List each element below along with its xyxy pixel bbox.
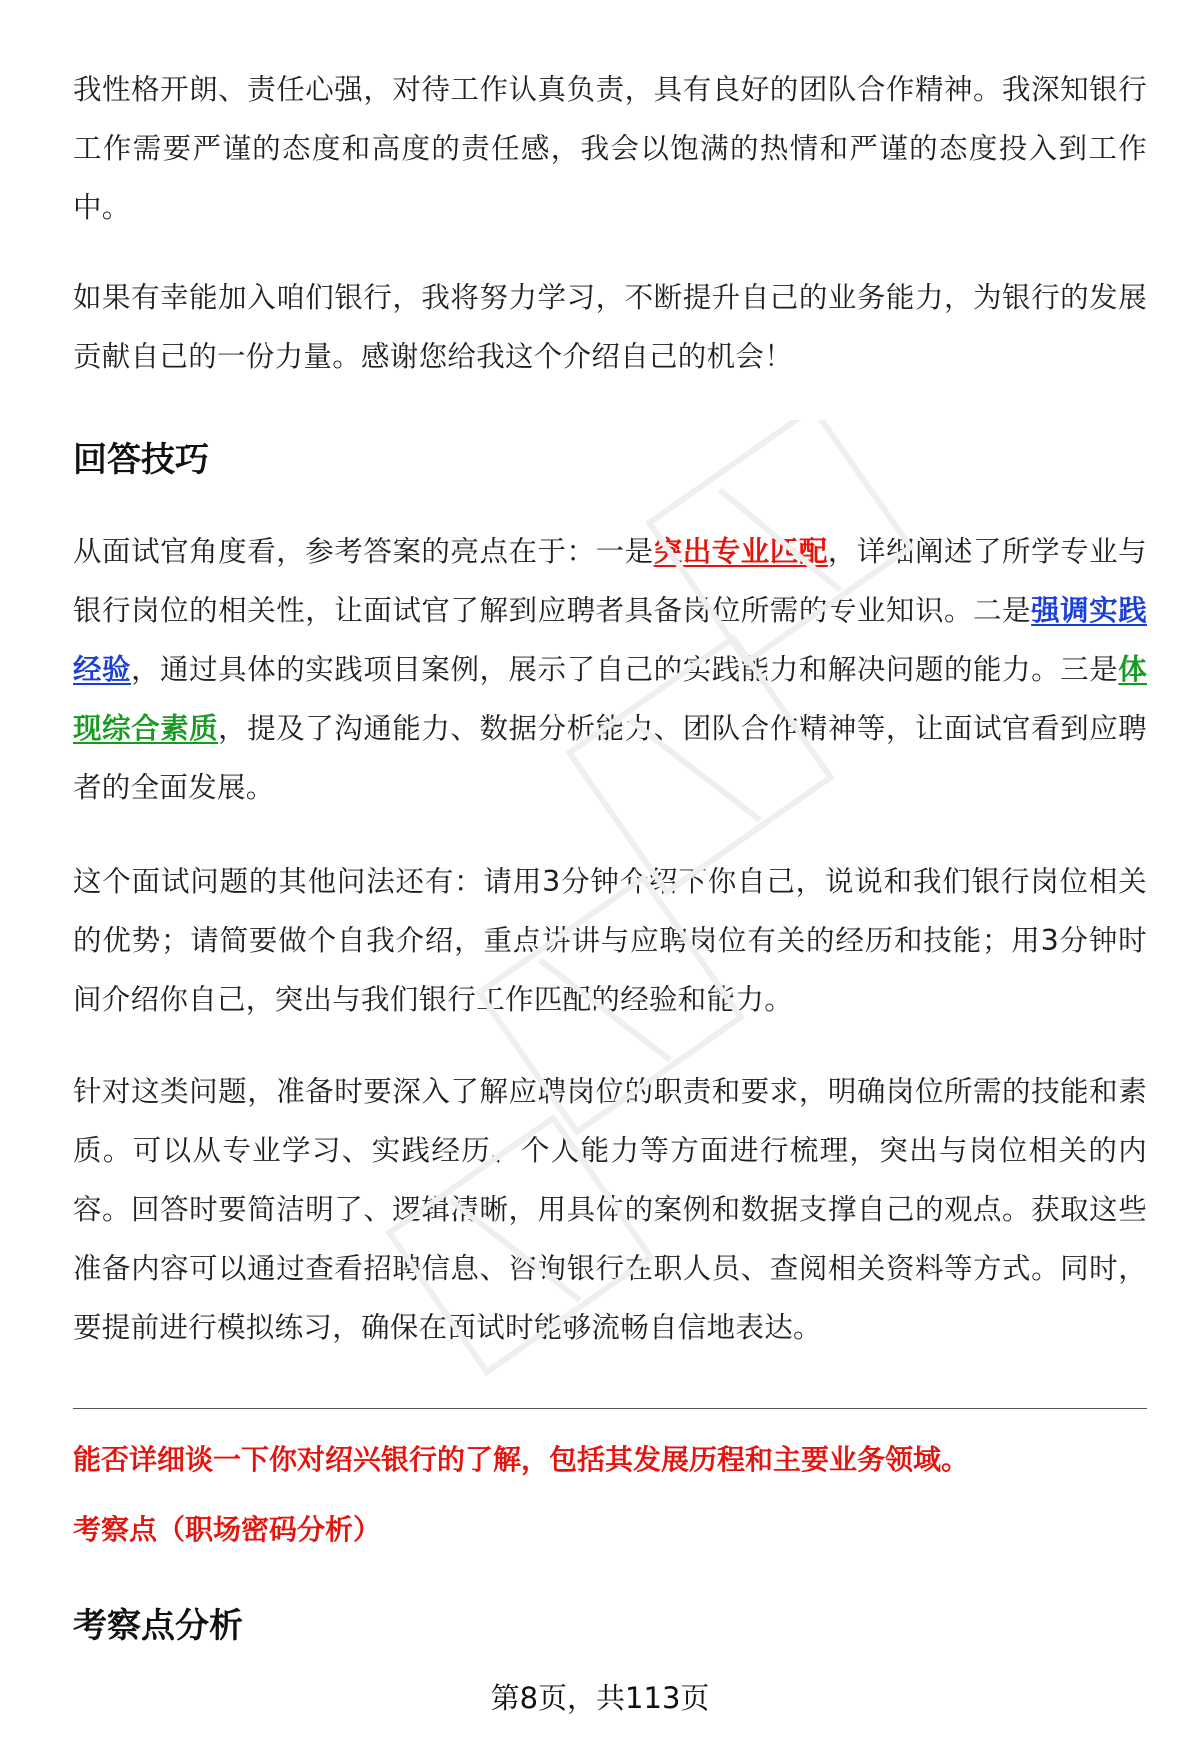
paragraph-self-intro-personality: 我性格开朗、责任心强，对待工作认真负责，具有良好的团队合作精神。我深知银行工作需要严谨的态度和高度的责任感，我会以饱满的热情和严谨的态度投入到工作中。	[73, 73, 1147, 224]
paragraph-preparation-advice: 针对这类问题，准备时要深入了解应聘岗位的职责和要求，明确岗位所需的技能和素质。可以从专业学习、实践经历、个人能力等方面进行梳理，突出与岗位相关的内容。回答时要简洁明了、逻辑清晰，用具体的案例和数据支撑自己的观点。获取这些准备内容可以通过查看招聘信息、咨询银行在职人员、查阅相关资料等方式。同时，要提前进行模拟练习，确保在面试时能够流畅自信地表达。	[73, 1075, 1147, 1344]
section-divider	[73, 1408, 1147, 1409]
text-segment: ，通过具体的实践项目案例，展示了自己的实践能力和解决问题的能力。三是	[131, 653, 1119, 686]
highlight-overall-quality: 体现综合素质	[73, 653, 1148, 745]
text-segment: 从面试官角度看，参考答案的亮点在于：一是	[73, 535, 654, 568]
section-heading-key-point-analysis: 考察点分析	[73, 1606, 243, 1646]
paragraph-answer-highlights	[73, 522, 1147, 817]
next-question-title: 能否详细谈一下你对绍兴银行的了解，包括其发展历程和主要业务领域。	[73, 1443, 970, 1476]
text-segment: ，提及了沟通能力、数据分析能力、团队合作精神等，让面试官看到应聘者的全面发展。	[73, 712, 1147, 804]
highlight-professional-match: 突出专业匹配	[653, 535, 828, 568]
paragraph-alternative-questions: 这个面试问题的其他问法还有：请用3分钟介绍下你自己，说说和我们银行岗位相关的优势；请简要做个自我介绍，重点讲讲与应聘岗位有关的经历和技能；用3分钟时间介绍你自己，突出与我们银行工作匹配的经验和能力。	[73, 865, 1147, 1016]
text-segment: ，详细阐述了所学专业与银行岗位的相关性，让面试官了解到应聘者具备岗位所需的专业知识。二是	[73, 535, 1147, 627]
section-heading-answer-tips: 回答技巧	[73, 440, 209, 480]
page-number-footer: 第8页，共113页	[490, 1681, 710, 1715]
paragraph-self-intro-closing: 如果有幸能加入咱们银行，我将努力学习，不断提升自己的业务能力，为银行的发展贡献自己的一份力量。感谢您给我这个介绍自己的机会！	[73, 281, 1147, 373]
key-point-label: 考察点（职场密码分析）	[73, 1513, 382, 1546]
highlight-practical-experience: 强调实践经验	[73, 594, 1147, 686]
